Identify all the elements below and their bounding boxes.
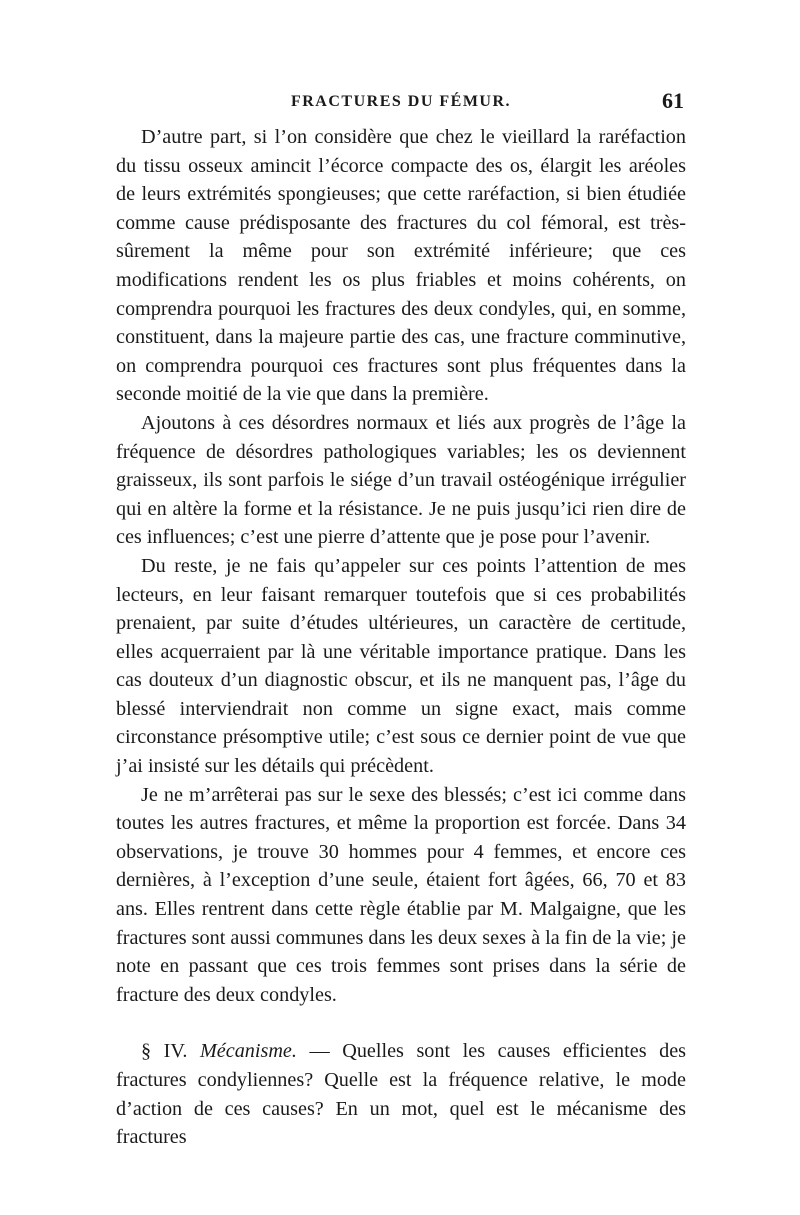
page-header <box>116 88 686 127</box>
paragraph-1: D’autre part, si l’on considère que chez le vieillard la raréfaction du tissu osseux amincit l’écorce compacte des os, élargit les aréoles de leurs extrémités spongieuses; que cette raréfaction, si bien étudiée comme cause prédisposante des fractures du col fémoral, est très-sûrement la même pour son extrémité inférieure; que ces modifications rendent les os plus friables et moins cohérents, on comprendra pourquoi les fractures des deux condyles, qui, en somme, constituent, dans la majeure partie des cas, une fracture comminutive, on comprendra pourquoi ces fractures sont plus fréquentes dans la seconde moitié de la vie que dans la première. <box>116 126 686 406</box>
paragraph-3: Du reste, je ne fais qu’appeler sur ces points l’attention de mes lecteurs, en leur faisant remarquer toutefois que si ces probabilités prenaient, par suite d’études ultérieures, un caractère de certitude, elles acquerraient par là une véritable importance pratique. Dans les cas douteux d’un diagnostic obscur, et ils ne manquent pas, l’âge du blessé interviendrait non comme un signe exact, mais comme circonstance présomptive utile; c’est sous ce dernier point de vue que j’ai insisté sur les détails qui précèdent. <box>116 554 686 778</box>
section-paragraph <box>116 1037 686 1151</box>
section-number: § IV. <box>141 1040 188 1063</box>
page-body <box>116 123 686 1152</box>
paragraph-2: Ajoutons à ces désordres normaux et liés aux progrès de l’âge la fréquence de désordres pathologiques variables; les os deviennent graisseux, ils sont parfois le siége d’un travail ostéogénique irrégulier qui en altère la forme et la résistance. Je ne puis jusqu’ici rien dire de ces influences; c’est une pierre d’attente que je pose pour l’avenir. <box>116 411 686 549</box>
page-number: 61 <box>662 88 684 113</box>
section-title: Mécanisme. <box>199 1040 297 1063</box>
paragraph-4: Je ne m’arrêterai pas sur le sexe des blessés; c’est ici comme dans toutes les autres fractures, et même la proportion est forcée. Dans 34 observations, je trouve 30 hommes pour 4 femmes, et encore ces dernières, à l’exception d’une seule, étaient fort âgées, 66, 70 et 83 ans. Elles rentrent dans cette règle établie par M. Malgaigne, que les fractures sont aussi communes dans les deux sexes à la fin de la vie; je note en passant que ces trois femmes sont prises dans la série de fracture des deux condyles. <box>116 783 686 1006</box>
section-text: — Quelles sont les causes efficientes des fractures condyliennes? Quelle est la fréquence relative, le mode d’action de ces causes? En un mot, quel est le mécanisme des fractures <box>116 1040 687 1149</box>
running-title: FRACTURES DU FÉMUR. <box>290 93 512 110</box>
